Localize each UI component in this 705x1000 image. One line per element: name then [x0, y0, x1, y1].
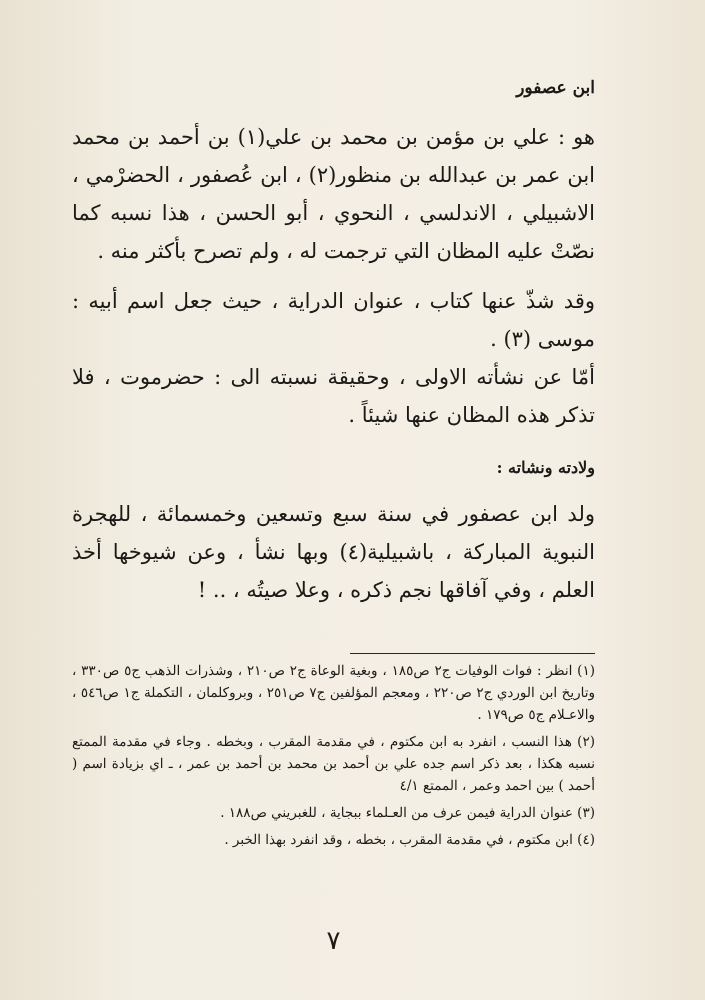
footnote: (٣) عنوان الدراية فيمن عرف من العـلماء ببجاية ، للغبريني ص١٨٨ .: [220, 805, 595, 821]
running-head: ابن عصفور: [516, 78, 595, 98]
paragraph-text: ولد ابن عصفور في سنة سبع وتسعين وخمسمائة ، للهجرة النبوية المباركة ، باشبيلية(٤) وبها نشأ ، وعن شيوخها أخذ العلم ، وفي آفاقها نجم ذكره ، وعلا صيتُه ، .. !: [72, 502, 595, 602]
page-number: ٧: [326, 926, 341, 956]
footnote-separator: [350, 653, 595, 654]
footnote: (١) انظر : فوات الوفيات ج٢ ص١٨٥ ، وبغية الوعاة ج٢ ص٢١٠ ، وشذرات الذهب ج٥ ص٣٣٠ ، وتاريخ ابن الوردي ج٢ ص٢٢٠ ، ومعجم المؤلفين ج٧ ص٢٥١ ، وبروكلمان ، التكملة ج١ ص٥٤٦ ، والاعـلام ج٥ ص١٧٩ .: [72, 663, 595, 723]
footnotes: [72, 660, 595, 856]
section-heading: ولادته ونشاته :: [496, 458, 595, 477]
footnote: (٤) ابن مكتوم ، في مقدمة المقرب ، بخطه ، وقد انفرد بهذا الخبر .: [224, 832, 595, 848]
paragraph-text: وقد شذّ عنها كتاب ، عنوان الدراية ، حيث جعل اسم أبيه : موسى (٣) .: [72, 289, 595, 351]
footnote: (٢) هذا النسب ، انفرد به ابن مكتوم ، في مقدمة المقرب ، وبخطه . وجاء في مقدمة الممتع نسبه هكذا ، بعد ذكر اسم جده علي بن أحمد بن محمد بن أحمد بن عمر ، ـ اي بزيادة اسم ( أحمد ) بين احمد وعمر ، الممتع ٤/١: [72, 734, 595, 794]
paragraph-text: هو : علي بن مؤمن بن محمد بن علي(١) بن أحمد بن محمد ابن عمر بن عبدالله بن منظور(٢) ، ابن عُصفور ، الحضرْمي ، الاشبيلي ، الاندلسي ، النحوي ، أبو الحسن ، هذا نسبه كما نصّتْ عليه المظان التي ترجمت له ، ولم تصرح بأكثر منه .: [72, 125, 595, 263]
paragraph-text: أمّا عن نشأته الاولى ، وحقيقة نسبته الى : حضرموت ، فلا تذكر هذه المظان عنها شيئاً .: [72, 365, 595, 427]
alternate-name-paragraph: [72, 282, 595, 358]
biography-paragraph: [72, 118, 595, 270]
origin-paragraph: [72, 358, 595, 434]
birth-paragraph: [72, 495, 595, 609]
page-content: [72, 0, 595, 1000]
